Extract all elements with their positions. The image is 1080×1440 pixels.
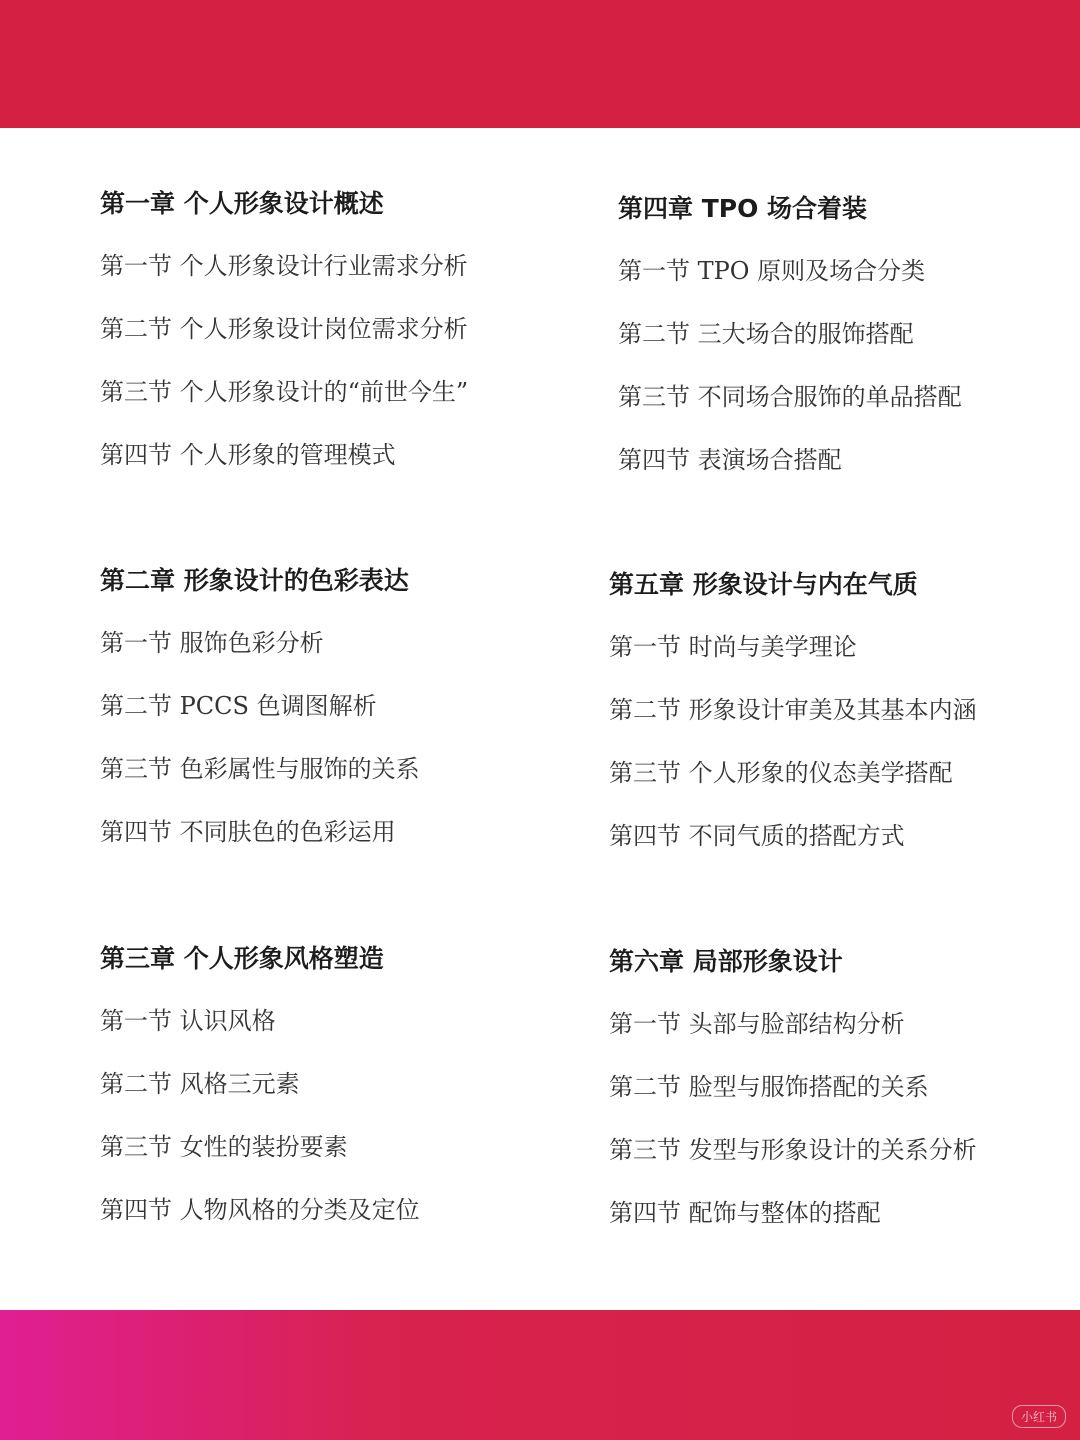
section-item: 第二节 风格三元素 (100, 1070, 300, 1098)
section-item: 第四节 个人形象的管理模式 (100, 441, 396, 469)
section-item: 第二节 形象设计审美及其基本内涵 (609, 696, 977, 724)
chapter-title: 第二章 形象设计的色彩表达 (100, 566, 409, 595)
section-item: 第三节 发型与形象设计的关系分析 (609, 1136, 977, 1164)
section-list (100, 625, 560, 850)
section-item: 第一节 认识风格 (100, 1007, 276, 1035)
top-banner (0, 0, 1080, 128)
chapter-5 (609, 567, 1069, 854)
section-item: 第一节 服饰色彩分析 (100, 629, 324, 657)
section-item: 第三节 色彩属性与服饰的关系 (100, 755, 420, 783)
section-item: 第四节 不同气质的搭配方式 (609, 822, 905, 850)
section-list (100, 1003, 560, 1228)
section-item: 第一节 个人形象设计行业需求分析 (100, 252, 468, 280)
section-item: 第三节 不同场合服饰的单品搭配 (618, 383, 962, 411)
chapter-3 (100, 941, 560, 1228)
chapter-1 (100, 186, 560, 473)
section-item: 第四节 不同肤色的色彩运用 (100, 818, 396, 846)
section-item: 第一节 头部与脸部结构分析 (609, 1010, 905, 1038)
section-item: 第三节 个人形象设计的“前世今生” (100, 378, 469, 406)
section-item: 第四节 人物风格的分类及定位 (100, 1196, 420, 1224)
chapter-title: 第一章 个人形象设计概述 (100, 189, 384, 218)
bottom-banner (0, 1310, 1080, 1440)
section-item: 第四节 配饰与整体的搭配 (609, 1199, 881, 1227)
section-list (609, 1006, 1069, 1231)
chapter-title: 第五章 形象设计与内在气质 (609, 570, 918, 599)
section-item: 第二节 PCCS 色调图解析 (100, 692, 377, 720)
chapter-4 (618, 191, 1078, 478)
section-list (618, 253, 1078, 478)
section-item: 第二节 三大场合的服饰搭配 (618, 320, 914, 348)
chapter-6 (609, 944, 1069, 1231)
chapter-title: 第六章 局部形象设计 (609, 947, 843, 976)
section-item: 第一节 TPO 原则及场合分类 (618, 257, 926, 285)
chapter-title: 第三章 个人形象风格塑造 (100, 944, 384, 973)
section-item: 第三节 个人形象的仪态美学搭配 (609, 759, 953, 787)
section-item: 第四节 表演场合搭配 (618, 446, 842, 474)
section-item: 第二节 个人形象设计岗位需求分析 (100, 315, 468, 343)
section-list (609, 629, 1069, 854)
section-item: 第二节 脸型与服饰搭配的关系 (609, 1073, 929, 1101)
section-item: 第一节 时尚与美学理论 (609, 633, 857, 661)
chapter-title: 第四章 TPO 场合着装 (618, 194, 868, 223)
section-item: 第三节 女性的装扮要素 (100, 1133, 348, 1161)
watermark-logo: 小红书 (1012, 1405, 1066, 1428)
chapter-2 (100, 563, 560, 850)
section-list (100, 248, 560, 473)
